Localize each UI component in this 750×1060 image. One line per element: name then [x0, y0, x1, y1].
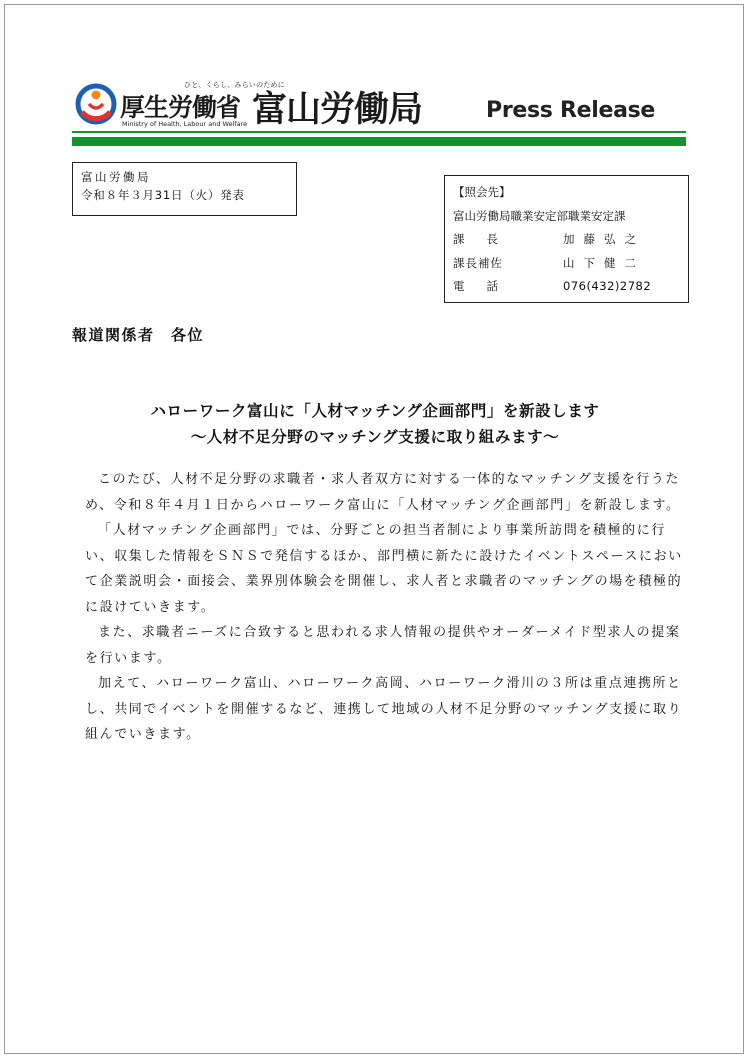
contact-role: 電話 [453, 279, 520, 293]
contact-name: 加藤弘之 [563, 232, 645, 246]
contact-role: 課長 [453, 232, 520, 246]
issue-date: 令和８年３月31日（火）発表 [81, 188, 245, 202]
contact-role: 課長補佐 [453, 255, 503, 270]
ministry-logo [72, 74, 452, 134]
contact-row [453, 275, 680, 299]
press-release-label: Press Release [486, 98, 656, 123]
contact-department: 富山労働局職業安定部職業安定課 [453, 208, 626, 223]
addressee: 報道関係者 各位 [72, 326, 205, 344]
contact-row [453, 228, 680, 252]
headline-subtitle: ～人材不足分野のマッチング支援に取り組みます～ [190, 428, 560, 446]
contact-heading: 【照会先】 [453, 185, 511, 199]
bureau-name: 富山労働局 [252, 90, 423, 130]
body-paragraph: また、求職者ニーズに合致すると思われる求人情報の提供やオーダーメイド型求人の提案を行います。 [85, 625, 681, 666]
header-rule-thin [72, 131, 686, 133]
body-paragraph: 加えて、ハローワーク富山、ハローワーク高岡、ハローワーク滑川の３所は重点連携所とし、共同でイベントを開催するなど、連携して地域の人材不足分野のマッチング支援に取り組んでいきます。 [85, 676, 683, 742]
body-paragraph: 「人材マッチング企画部門」では、分野ごとの担当者制により事業所訪問を積極的に行い、収集した情報をＳＮＳで発信するほか、部門横に新たに設けたイベントスペースにおいて企業説明会・面接会、業界別体験会を開催し、求人者と求職者のマッチングの場を積極的に設けていきます。 [85, 523, 683, 615]
headline-title: ハローワーク富山に「人材マッチング企画部門」を新設します [150, 402, 600, 420]
header-rule [72, 137, 686, 146]
contact-name: 山下健二 [563, 255, 645, 270]
issuer: 富山労働局 [81, 170, 151, 184]
ministry-tagline: ひと、くらし、みらいのために [184, 81, 285, 89]
contact-box [444, 175, 689, 303]
mhlw-logo-icon [74, 82, 118, 126]
issue-date-box [72, 162, 297, 216]
ministry-name: 厚生労働省 [120, 93, 241, 122]
contact-phone: 076(432)2782 [563, 279, 652, 293]
body-text [85, 467, 685, 748]
ministry-name-english: Ministry of Health, Labour and Welfare [122, 120, 248, 128]
body-paragraph: このたび、人材不足分野の求職者・求人者双方に対する一体的なマッチング支援を行うため、令和８年４月１日からハローワーク富山に「人材マッチング企画部門」を新設します。 [85, 472, 681, 513]
contact-row [453, 252, 680, 276]
